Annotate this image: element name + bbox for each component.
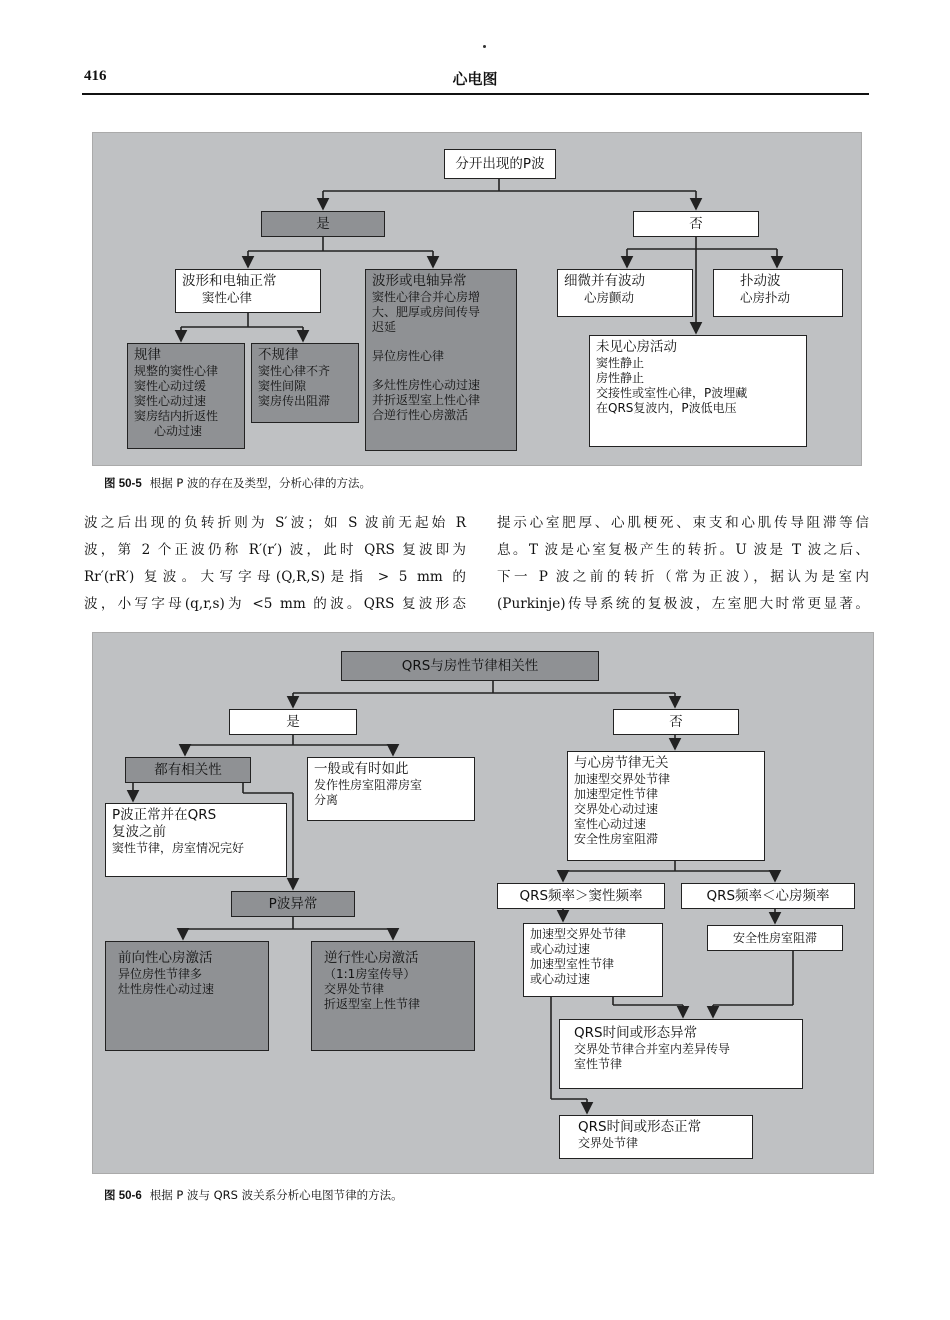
unrelated-line: 加速型定性节律 — [574, 787, 659, 801]
flutter-title: 扑动波 — [740, 273, 781, 289]
sometimes-box — [307, 757, 475, 821]
body-text-right-column — [497, 510, 869, 618]
all-related-box — [125, 757, 251, 783]
normal-axis-title: 波形和电轴正常 — [182, 273, 277, 289]
figure-50-5-caption — [104, 475, 371, 491]
abnormal-axis-line: 迟延 — [372, 320, 397, 334]
qrs-gt-sinus-label: QRS频率＞窦性频率 — [519, 887, 643, 904]
qrs-abnormal-line: 室性节律 — [574, 1057, 623, 1071]
qrs-normal-sub: 交界处节律 — [578, 1136, 639, 1150]
page-mark — [483, 45, 486, 48]
flutter-sub: 心房扑动 — [740, 290, 791, 305]
retrograde-box — [311, 941, 475, 1051]
yes-label: 是 — [286, 713, 300, 730]
figure-50-6 — [92, 632, 874, 1174]
retrograde-line: 交界处节律 — [324, 982, 385, 996]
p-abnormal-label: P波异常 — [268, 895, 318, 912]
abnormal-axis-more: 多灶性房性心动过速 — [372, 378, 481, 392]
p-normal-sub: 窦性节律，房室情况完好 — [112, 841, 245, 855]
gt-rhythm-list-box — [523, 923, 663, 997]
figure-50-5 — [92, 132, 862, 466]
yes-box — [229, 709, 357, 735]
regular-box — [127, 343, 245, 449]
body-text-line: 下一 P 波之前的转折（常为正波），据认为是室内 — [497, 569, 869, 585]
gt-rhythm-line: 或心动过速 — [530, 942, 591, 956]
no-atrial-activity-line: 窦性静止 — [596, 356, 645, 370]
retrograde-title: 逆行性心房激活 — [324, 950, 419, 966]
abnormal-axis-line: 大、肥厚或房间传导 — [372, 305, 481, 319]
no-label: 否 — [669, 713, 683, 730]
abnormal-axis-line: 窦性心律合并心房增 — [372, 290, 481, 304]
page-number: 416 — [84, 68, 107, 84]
no-label: 否 — [689, 215, 703, 232]
no-box — [613, 709, 739, 735]
retrograde-line: 折返型室上性节律 — [324, 997, 421, 1011]
no-atrial-activity-line: 房性静止 — [596, 371, 645, 385]
qrs-lt-atrial-label: QRS频率＜心房频率 — [706, 887, 830, 904]
abnormal-axis-more: 并折返型室上性心律 — [372, 393, 481, 407]
regular-line: 窦房结内折返性 — [134, 409, 219, 423]
p-normal-line: P波正常并在QRS — [112, 807, 217, 823]
antegrade-line: 灶性房性心动过速 — [118, 982, 215, 996]
safety-av-block-label: 安全性房室阻滞 — [732, 930, 817, 945]
regular-line: 窦性心动过缓 — [134, 379, 207, 393]
qrs-gt-sinus-box — [497, 883, 665, 909]
qrs-abnormal-title: QRS时间或形态异常 — [574, 1025, 698, 1041]
normal-axis-sub: 窦性心律 — [202, 290, 253, 305]
p-abnormal-box — [231, 891, 355, 917]
body-text-line: 波之后出现的负转折则为 S′波；如 S 波前无起始 R — [84, 515, 466, 531]
root-label: QRS与房性节律相关性 — [401, 657, 539, 674]
unrelated-line: 安全性房室阻滞 — [574, 832, 659, 846]
unrelated-line: 室性心动过速 — [574, 817, 647, 831]
unrelated-line: 交界处心动过速 — [574, 802, 659, 816]
figure-50-5-caption-label: 图 50-5 — [104, 478, 142, 490]
yes-label: 是 — [316, 215, 330, 232]
safety-av-block-box — [707, 925, 843, 951]
irregular-line: 窦性心律不齐 — [258, 364, 331, 378]
sometimes-line: 发作性房室阻滞房室 — [314, 778, 423, 792]
irregular-title: 不规律 — [258, 347, 299, 363]
regular-line: 规整的窦性心律 — [134, 364, 219, 378]
gt-rhythm-line: 或心动过速 — [530, 972, 591, 986]
root-box — [444, 149, 556, 179]
irregular-line: 窦房传出阻滞 — [258, 394, 331, 408]
body-text-line: Rr′(rR′) 复波。大写字母(Q,R,S)是指 > 5 mm 的 — [84, 569, 466, 585]
p-normal-line: 复波之前 — [112, 824, 166, 840]
abnormal-axis-more: 合逆行性心房激活 — [372, 408, 469, 422]
body-text-line: (Purkinje)传导系统的复极波，左室肥大时常更显著。 — [497, 596, 869, 612]
antegrade-box — [105, 941, 269, 1051]
figure-50-6-caption — [104, 1187, 403, 1203]
unrelated-title: 与心房节律无关 — [574, 755, 669, 771]
figure-50-5-caption-text: 根据 P 波的存在及类型，分析心律的方法。 — [149, 476, 371, 490]
ectopic-atrial-rhythm: 异位房性心律 — [372, 349, 445, 363]
no-box — [633, 211, 759, 237]
unrelated-box — [567, 751, 765, 861]
qrs-normal-title: QRS时间或形态正常 — [578, 1119, 702, 1135]
normal-axis-box — [175, 269, 321, 313]
antegrade-line: 异位房性节律多 — [118, 967, 203, 981]
regular-line: 窦性心动过速 — [134, 394, 207, 408]
sometimes-line: 分离 — [314, 793, 339, 807]
qrs-abnormal-box — [559, 1019, 803, 1089]
antegrade-title: 前向性心房激活 — [118, 950, 213, 966]
no-atrial-activity-line: 交接性或室性心律，P波埋藏 — [596, 386, 748, 400]
body-text-line: 波，第 2 个正波仍称 R′(r′) 波，此时 QRS 复波即为 — [84, 542, 466, 558]
fibrillation-box — [557, 269, 693, 317]
qrs-normal-box — [559, 1115, 753, 1159]
all-related-label: 都有相关性 — [154, 761, 222, 778]
sometimes-title: 一般或有时如此 — [314, 761, 409, 777]
retrograde-line: （1:1房室传导） — [324, 967, 416, 981]
body-text-line: 息。T 波是心室复极产生的转折。U 波是 T 波之后、 — [497, 542, 869, 558]
fibrillation-title: 细微并有波动 — [564, 273, 645, 289]
abnormal-axis-box — [365, 269, 517, 451]
abnormal-axis-title: 波形或电轴异常 — [372, 273, 467, 289]
running-title: 心电图 — [452, 70, 498, 88]
no-atrial-activity-box — [589, 335, 807, 447]
flutter-box — [713, 269, 843, 317]
body-text-left-column — [84, 510, 466, 618]
no-atrial-activity-line: 在QRS复波内，P波低电压 — [596, 401, 737, 415]
gt-rhythm-line: 加速型室性节律 — [530, 957, 615, 971]
yes-box — [261, 211, 385, 237]
body-text-line: 提示心室肥厚、心肌梗死、束支和心肌传导阻滞等信 — [497, 515, 869, 531]
unrelated-line: 加速型交界处节律 — [574, 772, 671, 786]
gt-rhythm-line: 加速型交界处节律 — [530, 927, 627, 941]
figure-50-6-caption-label: 图 50-6 — [104, 1190, 142, 1202]
root-box — [341, 651, 599, 681]
regular-title: 规律 — [134, 347, 161, 363]
no-atrial-activity-title: 未见心房活动 — [596, 339, 677, 355]
header-rule — [82, 93, 869, 95]
regular-line: 心动过速 — [154, 424, 203, 438]
qrs-lt-atrial-box — [681, 883, 855, 909]
qrs-abnormal-line: 交界处节律合并室内差异传导 — [574, 1042, 731, 1056]
root-label: 分开出现的P波 — [455, 155, 545, 172]
fibrillation-sub: 心房颤动 — [584, 290, 635, 305]
irregular-box — [251, 343, 359, 423]
body-text-line: 波，小写字母(q,r,s)为 <5 mm 的波。QRS 复波形态 — [84, 596, 466, 612]
irregular-line: 窦性间隙 — [258, 379, 307, 393]
figure-50-6-caption-text: 根据 P 波与 QRS 波关系分析心电图节律的方法。 — [149, 1188, 403, 1202]
p-normal-box — [105, 803, 287, 877]
